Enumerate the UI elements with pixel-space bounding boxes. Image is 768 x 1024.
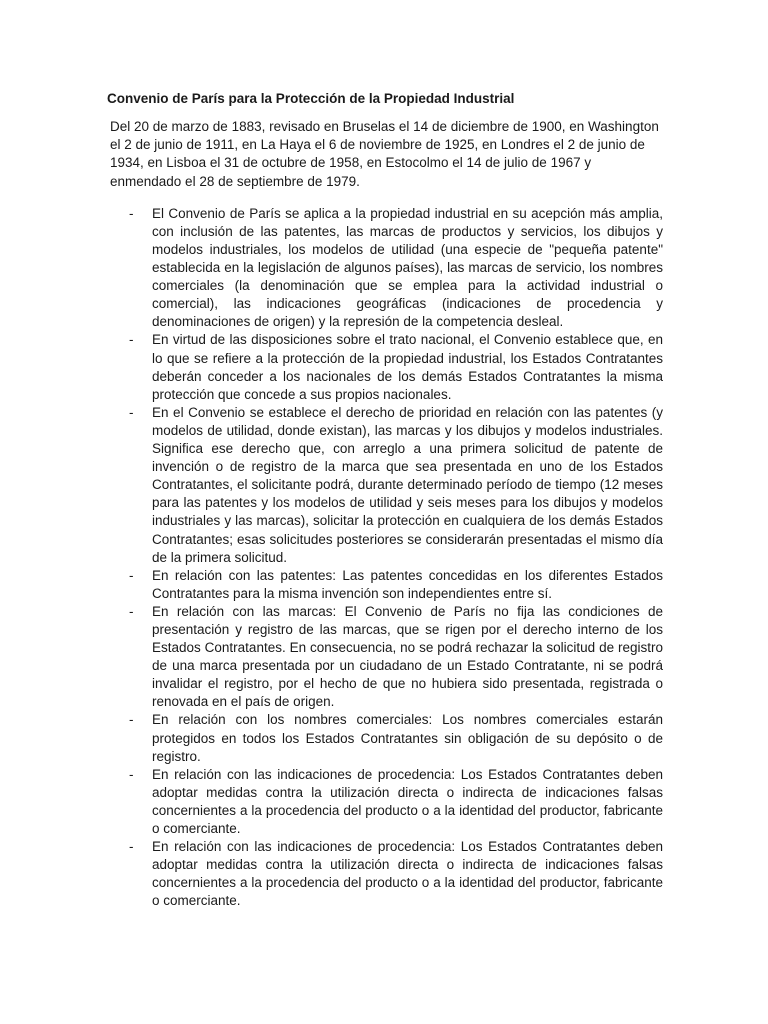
bullet-dash: - xyxy=(129,712,134,728)
list-item xyxy=(107,205,663,332)
document-page xyxy=(107,90,663,910)
list-item xyxy=(107,404,663,567)
list-item-text: En virtud de las disposiciones sobre el trato nacional, el Convenio establece que, en lo que se refiere a la protección de la propiedad industrial, los Estados Contratantes deberán conceder a los nacionales de los demás Estados Contratantes la misma protección que concede a sus propios nacionales. xyxy=(152,332,663,402)
list-item-text: En relación con las indicaciones de procedencia: Los Estados Contratantes deben adoptar medidas contra la utilización directa o indirecta de indicaciones falsas concernientes a la procedencia del producto o a la identidad del productor, fabricante o comerciante. xyxy=(152,766,663,836)
list-item xyxy=(107,766,663,838)
document-title: Convenio de París para la Protección de la Propiedad Industrial xyxy=(107,91,515,106)
list-item-text: En el Convenio se establece el derecho de prioridad en relación con las patentes (y modelos de utilidad, donde existan), las marcas y los dibujos y modelos industriales. Significa ese derecho que, con arreglo a una primera solicitud de patente de invención o de registro de la marca que sea presentada en uno de los Estados Contratantes, el solicitante podrá, durante determinado período de tiempo (12 meses para las patentes y los modelos de utilidad y seis meses para los dibujos y modelos industriales y las marcas), solicitar la protección en cualquiera de los demás Estados Contratantes; esas solicitudes posteriores se considerarán presentadas el mismo día de la primera solicitud. xyxy=(152,404,663,565)
list-item-text: En relación con las patentes: Las patentes concedidas en los diferentes Estados Contratantes para la misma invención son independientes entre sí. xyxy=(152,567,663,601)
bullet-dash: - xyxy=(129,567,134,583)
list-item xyxy=(107,331,663,403)
bullet-dash: - xyxy=(129,404,134,420)
list-item-text: En relación con las marcas: El Convenio de París no fija las condiciones de presentación y registro de las marcas, que se rigen por el derecho interno de los Estados Contratantes. En consecuencia, no se podrá rechazar la solicitud de registro de una marca presentada por un ciudadano de un Estado Contratante, ni se podrá invalidar el registro, por el hecho de que no hubiera sido presentada, registrada o renovada en el país de origen. xyxy=(152,603,663,710)
list-item-text: En relación con los nombres comerciales: Los nombres comerciales estarán protegidos en todos los Estados Contratantes sin obligación de su depósito o de registro. xyxy=(152,712,663,764)
bullet-list xyxy=(107,205,663,911)
list-item xyxy=(107,603,663,712)
intro-paragraph: Del 20 de marzo de 1883, revisado en Bruselas el 14 de diciembre de 1900, en Washington el 2 de junio de 1911, en La Haya el 6 de noviembre de 1925, en Londres el 2 de junio de 1934, en Lisboa el 31 de octubre de 1958, en Estocolmo el 14 de julio de 1967 y enmendado el 28 de septiembre de 1979. xyxy=(110,119,659,189)
list-item-text: En relación con las indicaciones de procedencia: Los Estados Contratantes deben adoptar medidas contra la utilización directa o indirecta de indicaciones falsas concernientes a la procedencia del producto o a la identidad del productor, fabricante o comerciante. xyxy=(152,839,663,909)
bullet-dash: - xyxy=(129,205,134,221)
list-item xyxy=(107,567,663,603)
list-item xyxy=(107,711,663,765)
list-item xyxy=(107,838,663,910)
bullet-dash: - xyxy=(129,766,134,782)
bullet-dash: - xyxy=(129,603,134,619)
bullet-dash: - xyxy=(129,839,134,855)
list-item-text: El Convenio de París se aplica a la propiedad industrial en su acepción más amplia, con inclusión de las patentes, las marcas de productos y servicios, los dibujos y modelos industriales, los modelos de utilidad (una especie de "pequeña patente" establecida en la legislación de algunos países), las marcas de servicio, los nombres comerciales (la denominación que se emplea para la actividad industrial o comercial), las indicaciones geográficas (indicaciones de procedencia y denominaciones de origen) y la represión de la competencia desleal. xyxy=(152,205,663,330)
bullet-dash: - xyxy=(129,332,134,348)
